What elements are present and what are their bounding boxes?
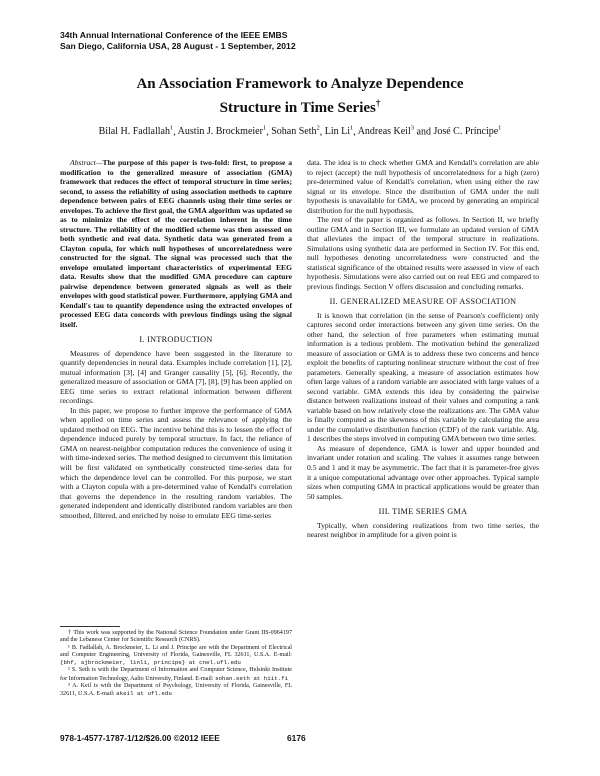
footer-isbn: 978-1-4577-1787-1/12/$26.00 ©2012 IEEE <box>60 733 220 743</box>
paragraph: Measures of dependence have been suggested in the literature to quantify dependencies in neural data. Examples include correlation [1], [2], mutual information [3], [4] and Granger causality [5], [6]. Recently, the generalized measure of association or GMA [7], [8], [9] has been applied on EEG time series to extract relational information between different recordings. <box>60 348 292 406</box>
footnote-text: ³ A. Keil is with the Department of Psychology, University of Florida, Gainesville, FL 32611, U.S.A. E-mail: <box>60 683 292 698</box>
author-name: José C. Príncipe <box>433 126 499 138</box>
author <box>433 126 501 137</box>
author-name: Sohan Seth <box>271 126 317 138</box>
author-affiliation: 1 <box>262 125 267 132</box>
right-column <box>307 158 539 540</box>
paragraph: In this paper, we propose to further improve the performance of GMA when applied on time series and assess the relevance of applying the updated method on EEG. The incentive behind this is to lessen the effect of dependence induced purely by temporal structure. In fact, the reliance of GMA on nearest-neighbor computation reduces the convenience of using it with time-indexed series. The method designed to circumvent this limitation will be first validated on synthetically constructed time-series data for which the dependence level can be controlled. For this purpose, we start with a Clayton copula with a pre-determined value of Kendall's correlation that governs the dependence in the resulting random variables. The generated independent and identically distributed random variables are then smoothed, filtered, and enriched by noise to emulate EEG time-series <box>60 405 292 520</box>
title-line-2 <box>60 94 540 118</box>
author-affiliation: 2 <box>316 125 320 132</box>
footnote-rule <box>60 626 120 627</box>
footnote-email: sohan.seth at hiit.fi <box>215 674 289 682</box>
paragraph: data. The idea is to check whether GMA and Kendall's correlation are able to reject (accept) the null hypothesis of uncorrelatedness for a high (zero) pre-determined value of Kendall's correlation, when using either the raw signal or its envelope. Since the distribution of GMA under the null hypothesis is unavailable for GMA, we proceed by generating an empirical distribution for the null hypothesis. <box>307 158 539 215</box>
conference-header <box>60 30 296 51</box>
footnote-affiliation-1 <box>60 645 292 668</box>
author-affiliation: 1 <box>350 125 354 132</box>
author <box>358 126 414 137</box>
conference-line-2: San Diego, California USA, 28 August - 1 September, 2012 <box>60 40 296 51</box>
footnote-email: {bhf, ajbrockmeier, linli, principe} at cnel.ufl.edu <box>60 659 241 667</box>
footnote-affiliation-3 <box>60 683 292 699</box>
abstract-label: Abstract— <box>70 158 103 167</box>
author-name: Bilal H. Fadlallah <box>98 126 170 138</box>
footnotes <box>60 626 292 699</box>
paper-title <box>60 75 540 118</box>
abstract <box>60 158 292 329</box>
author <box>271 126 320 137</box>
author-name: Andreas Keil <box>357 126 411 138</box>
footnote-text: ¹ B. Fadlallah, A. Brockmeier, L. Li and J. Principe are with the Department of Electrical and Computer Engineering, University of Florida, Gainesville, FL 32611, U.S.A. E-mail: <box>60 644 292 658</box>
footnote-text: ² S. Seth is with the Department of Information and Computer Science, Helsinki Institute for Information Technology, Aalto University, Finland. E-mail: <box>60 667 292 682</box>
footer-page-number: 6176 <box>287 733 306 743</box>
title-footnote-mark: † <box>375 98 381 108</box>
paragraph: As measure of dependence, GMA is lower and upper bounded and invariant under rotation and scaling. The values it assumes range between 0.5 and 1 and it may be asymmetric. The fact that it is parameter-free gives it a unique computational advantage over other approaches. Typical sample sizes when computing GMA in practical applications would be greater than 50 samples. <box>307 443 539 501</box>
footnote-email: akeil at ufl.edu <box>116 690 172 698</box>
section-heading-time-series-gma: III. TIME SERIES GMA <box>378 507 468 517</box>
footnote-funding: † This work was supported by the National Science Foundation under Grant IIS-0964197 and the Lebanese Center for Scientific Research (CNRS). <box>60 630 292 644</box>
abstract-text: The purpose of this paper is two-fold: first, to propose a modification to the generalized measure of association (GMA) framework that reduces the effect of temporal structure in time series; second, to assess the reliability of using association methods to capture dependence between pairs of EEG channels using their time series or envelopes. To achieve the first goal, the GMA algorithm was updated so as to minimize the effect of the correlation inherent in the time structure. The reliability of the modified scheme was then assessed on both synthetic and real data. Synthetic data was generated from a Clayton copula, for which null hypotheses of uncorrelatedness were constructed for the signal. The signal was processed such that the envelope emulated important characteristics of experimental EEG data. Results show that the modified GMA procedure can capture pairwise dependence between generated signals as well as their envelopes with good statistical power. Furthermore, applying GMA and Kendall's tau to quantify dependence using the extracted envelopes of processed EEG data concords with previous findings using the signal itself. <box>60 158 292 329</box>
author-list: Bilal H. Fadlallah$^1$, Austin J. Brockmeier$^1$, Sohan Seth$^2$, Lin Li$^1$, Andreas Keil$^3$ and José C. Príncipe$^1$ <box>98 125 502 138</box>
paragraph: It is known that correlation (in the sense of Pearson's coefficient) only captures second order interactions between any given time series. On the other hand, the selection of free parameters when estimating mutual information is a tedious problem. The motivation behind the generalized measure of association or GMA is to address these two concerns and hence exploit the benefits of capturing nonlinear structure without the cost of free parameters. Generally speaking, a measure of association estimates how often large values of a random variable are associated with large values of a second variable. GMA extends this idea by considering the pairwise distance between realizations instead of their values and computing a rank variable based on how relatively close the realizations are. The GMA value is finally computed as the skewness of this variable by calculating the area under the cumulative distribution function (CDF) of the rank variable. Alg. 1 describes the steps involved in computing GMA between two time series. <box>307 310 539 444</box>
paragraph: The rest of the paper is organized as follows. In Section II, we briefly outline GMA and in Section III, we formulate an updated version of GMA that alleviates the impact of the temporal structure in realizations. Simulations using synthetic data are performed in Section IV. For this end, null hypotheses denoting uncorrelatedness were constructed and the statistical significance of the obtained results were assessed in view of each hypothesis. Simulations were also carried out on real EEG and compared to previous findings. Section V offers discussion and concluding remarks. <box>307 215 539 291</box>
author-affiliation: 1 <box>498 125 502 132</box>
author <box>178 126 267 137</box>
author <box>325 126 354 137</box>
author-affiliation: 1 <box>169 125 174 132</box>
conference-line-1: 34th Annual International Conference of the IEEE EMBS <box>60 30 288 40</box>
author-name: Lin Li <box>324 126 350 138</box>
author-name: Austin J. Brockmeier <box>177 126 263 138</box>
left-column <box>60 158 292 520</box>
footnote-affiliation-2 <box>60 667 292 683</box>
section-heading-gma: II. GENERALIZED MEASURE OF ASSOCIATION <box>329 297 517 307</box>
paragraph: Typically, when considering realizations from two time series, the nearest neighbor in amplitude for a given point is <box>307 520 539 540</box>
section-heading-introduction: I. INTRODUCTION <box>139 335 213 345</box>
title-line-2-text: Structure in Time Series <box>219 100 376 116</box>
author-affiliation: 3 <box>410 125 414 132</box>
title-line-1: An Association Framework to Analyze Dependence <box>136 76 464 92</box>
author <box>99 126 174 137</box>
